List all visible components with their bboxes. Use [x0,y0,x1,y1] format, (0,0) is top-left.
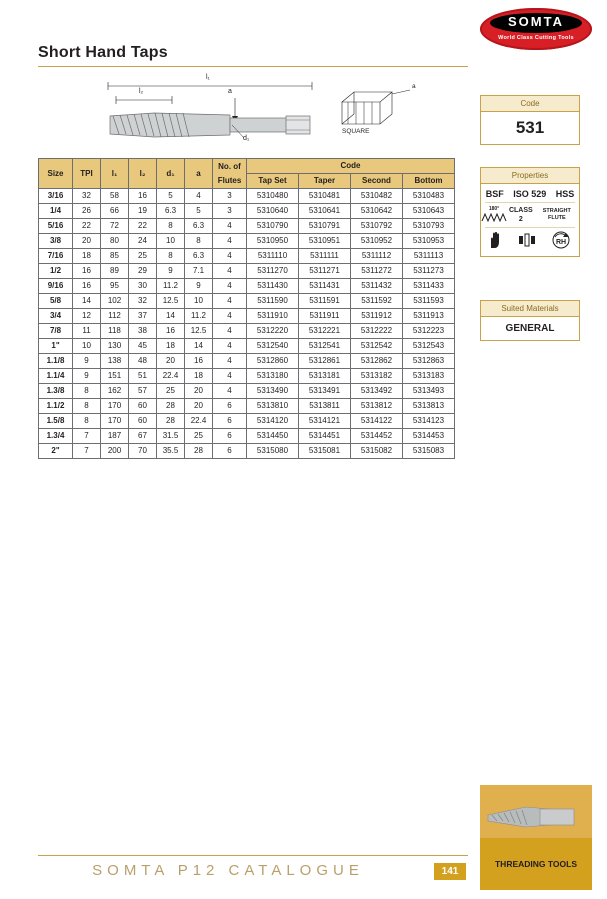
table-cell: 5312222 [351,324,403,339]
table-cell: 5311431 [299,279,351,294]
rh-rotation-icon [550,231,572,251]
footer-catalogue-text: SOMTA P12 CATALOGUE [92,862,364,879]
table-cell: 5312223 [403,324,455,339]
dim-label-d1: d₁ [243,135,250,142]
table-cell: 28 [157,414,185,429]
table-cell: 5313182 [351,369,403,384]
table-cell: 8 [73,414,101,429]
table-cell: 19 [129,204,157,219]
table-cell: 11 [73,324,101,339]
table-cell: 5313180 [247,369,299,384]
table-cell: 16 [73,279,101,294]
cell-size: 9/16 [39,279,73,294]
table-cell: 5311911 [299,309,351,324]
table-cell: 12.5 [185,324,213,339]
table-cell: 85 [101,249,129,264]
table-cell: 5311590 [247,294,299,309]
table-cell: 6.3 [185,249,213,264]
table-cell: 5315082 [351,444,403,459]
table-cell: 5310481 [299,189,351,204]
header-flutes: No. of Flutes [213,159,247,189]
svg-text:RH: RH [555,239,567,246]
prop-hss: HSS [555,189,575,199]
table-cell: 5312541 [299,339,351,354]
table-cell: 14 [185,339,213,354]
logo-brand: SOMTA [508,14,564,29]
table-cell: 5310640 [247,204,299,219]
table-row [39,399,455,414]
table-cell: 151 [101,369,129,384]
table-cell: 5314121 [299,414,351,429]
table-cell: 4 [213,249,247,264]
table-cell: 5314123 [403,414,455,429]
table-cell: 5315083 [403,444,455,459]
table-row [39,414,455,429]
cell-size: 5/16 [39,219,73,234]
table-cell: 5313813 [403,399,455,414]
cell-size: 1/4 [39,204,73,219]
properties-row-class [481,203,579,227]
table-cell: 66 [101,204,129,219]
table-cell: 5312221 [299,324,351,339]
table-cell: 5311591 [299,294,351,309]
prop-angle [481,206,507,224]
table-cell: 67 [129,429,157,444]
table-row [39,264,455,279]
table-cell: 9 [185,279,213,294]
table-cell: 25 [185,429,213,444]
table-cell: 18 [73,249,101,264]
table-cell: 4 [213,294,247,309]
table-cell: 130 [101,339,129,354]
table-cell: 200 [101,444,129,459]
table-cell: 5311272 [351,264,403,279]
table-cell: 5311913 [403,309,455,324]
table-cell: 4 [213,384,247,399]
header-bottom: Bottom [403,174,455,189]
threading-tools-tab[interactable]: THREADING TOOLS [480,838,592,890]
table-cell: 5313492 [351,384,403,399]
table-cell: 37 [129,309,157,324]
specifications-table [38,158,455,459]
table-cell: 20 [157,354,185,369]
table-cell: 4 [213,369,247,384]
table-cell: 9 [157,264,185,279]
header-tap-set: Tap Set [247,174,299,189]
table-cell: 6 [213,429,247,444]
table-cell: 72 [101,219,129,234]
cell-size: 1.1/2 [39,399,73,414]
cell-size: 1.3/8 [39,384,73,399]
table-cell: 16 [185,354,213,369]
dim-label-l1: l₁ [206,74,210,81]
table-cell: 20 [73,234,101,249]
tap-diagram [80,72,470,157]
table-cell: 5310791 [299,219,351,234]
vice-icon [518,233,536,249]
table-cell: 95 [101,279,129,294]
table-cell: 10 [73,339,101,354]
tool-photo [480,785,592,838]
table-cell: 5314450 [247,429,299,444]
table-cell: 5311593 [403,294,455,309]
table-cell: 6.3 [157,204,185,219]
table-cell: 58 [101,189,129,204]
table-cell: 18 [185,369,213,384]
table-cell: 3 [213,189,247,204]
table-cell: 118 [101,324,129,339]
table-cell: 5314453 [403,429,455,444]
header-l1: l₁ [101,159,129,189]
dim-label-l2: l₂ [139,88,144,95]
table-cell: 6.3 [185,219,213,234]
table-cell: 5310793 [403,219,455,234]
prop-vice-use [518,233,536,249]
table-cell: 5313490 [247,384,299,399]
table-row [39,249,455,264]
table-cell: 5311430 [247,279,299,294]
table-cell: 5310482 [351,189,403,204]
square-label-a: a [412,83,416,90]
dim-label-a: a [228,88,232,95]
cell-size: 3/8 [39,234,73,249]
table-cell: 170 [101,414,129,429]
table-cell: 9 [73,369,101,384]
logo-tagline: World Class Cutting Tools [498,35,574,41]
table-row [39,309,455,324]
table-cell: 11.2 [157,279,185,294]
cell-size: 3/16 [39,189,73,204]
table-cell: 14 [73,294,101,309]
cell-size: 2" [39,444,73,459]
table-cell: 9 [73,354,101,369]
table-cell: 10 [185,294,213,309]
table-cell: 162 [101,384,129,399]
table-row [39,429,455,444]
table-cell: 45 [129,339,157,354]
table-cell: 14 [157,309,185,324]
table-cell: 5 [185,204,213,219]
cell-size: 5/8 [39,294,73,309]
table-cell: 5314120 [247,414,299,429]
suited-materials-panel [480,300,580,341]
table-cell: 112 [101,309,129,324]
table-row [39,279,455,294]
table-cell: 25 [157,384,185,399]
table-row [39,189,455,204]
table-cell: 89 [101,264,129,279]
zigzag-icon [481,212,507,224]
cell-size: 1.1/8 [39,354,73,369]
prop-iso529: ISO 529 [513,188,547,199]
table-cell: 12.5 [157,294,185,309]
table-cell: 4 [213,279,247,294]
table-cell: 5311432 [351,279,403,294]
table-cell: 8 [157,249,185,264]
header-l2: l₂ [129,159,157,189]
header-taper: Taper [299,174,351,189]
header-second: Second [351,174,403,189]
table-cell: 8 [157,219,185,234]
table-cell: 11.2 [185,309,213,324]
table-cell: 5312862 [351,354,403,369]
table-cell: 5312540 [247,339,299,354]
table-cell: 16 [73,264,101,279]
properties-panel [480,167,580,257]
properties-row-standards [481,186,579,202]
table-cell: 187 [101,429,129,444]
table-row [39,444,455,459]
prop-flute-type: STRAIGHT FLUTE [542,208,571,221]
table-cell: 5313183 [403,369,455,384]
table-cell: 5312860 [247,354,299,369]
table-cell: 5313181 [299,369,351,384]
table-cell: 20 [185,384,213,399]
table-cell: 24 [129,234,157,249]
table-row [39,204,455,219]
table-cell: 51 [129,369,157,384]
table-cell: 60 [129,399,157,414]
table-cell: 16 [157,324,185,339]
prop-rotation [550,231,572,251]
table-cell: 32 [129,294,157,309]
table-cell: 3 [213,204,247,219]
cell-size: 1.1/4 [39,369,73,384]
table-cell: 5313811 [299,399,351,414]
tool-photo-svg [480,785,592,838]
table-cell: 5310643 [403,204,455,219]
table-cell: 5310480 [247,189,299,204]
table-header-row-1 [39,159,455,174]
table-cell: 5311113 [403,249,455,264]
table-cell: 5310790 [247,219,299,234]
table-cell: 12 [73,309,101,324]
table-cell: 170 [101,399,129,414]
header-size: Size [39,159,73,189]
cell-size: 1.5/8 [39,414,73,429]
cell-size: 1" [39,339,73,354]
page-title: Short Hand Taps [38,44,168,61]
footer-divider [38,855,468,856]
table-cell: 5310483 [403,189,455,204]
table-cell: 28 [185,444,213,459]
table-cell: 22.4 [185,414,213,429]
prop-hand-use [488,231,504,251]
table-cell: 5311910 [247,309,299,324]
table-cell: 4 [213,234,247,249]
table-cell: 38 [129,324,157,339]
table-cell: 7.1 [185,264,213,279]
table-cell: 5312863 [403,354,455,369]
table-cell: 7 [73,429,101,444]
table-cell: 25 [129,249,157,264]
table-cell: 5313812 [351,399,403,414]
table-cell: 32 [73,189,101,204]
table-cell: 35.5 [157,444,185,459]
table-cell: 138 [101,354,129,369]
table-cell: 5313491 [299,384,351,399]
table-cell: 80 [101,234,129,249]
table-row [39,324,455,339]
table-cell: 8 [73,399,101,414]
table-cell: 18 [157,339,185,354]
table-cell: 5311433 [403,279,455,294]
code-panel-header: Code [481,96,579,112]
table-row [39,219,455,234]
table-cell: 5314122 [351,414,403,429]
page-number-badge: 141 [434,863,466,880]
somta-logo [480,8,592,62]
table-cell: 70 [129,444,157,459]
table-body [39,189,455,459]
table-cell: 5313810 [247,399,299,414]
table-cell: 4 [213,324,247,339]
header-tpi: TPI [73,159,101,189]
cell-size: 1/2 [39,264,73,279]
properties-panel-header: Properties [481,168,579,184]
properties-row-usage [481,228,579,254]
table-cell: 5315080 [247,444,299,459]
table-cell: 5311111 [299,249,351,264]
table-cell: 8 [73,384,101,399]
header-a: a [185,159,213,189]
table-cell: 5312543 [403,339,455,354]
table-cell: 22 [73,219,101,234]
table-cell: 31.5 [157,429,185,444]
table-cell: 5310950 [247,234,299,249]
hand-icon [488,231,504,251]
cell-size: 3/4 [39,309,73,324]
table-cell: 8 [185,234,213,249]
title-divider [38,66,468,67]
table-cell: 5314451 [299,429,351,444]
cell-size: 7/16 [39,249,73,264]
table-cell: 20 [185,399,213,414]
table-cell: 5311912 [351,309,403,324]
table-cell: 7 [73,444,101,459]
header-d1: d₁ [157,159,185,189]
table-cell: 102 [101,294,129,309]
table-cell: 4 [213,219,247,234]
cell-size: 7/8 [39,324,73,339]
table-cell: 5311273 [403,264,455,279]
table-row [39,234,455,249]
table-row [39,354,455,369]
header-code-group: Code [247,159,455,174]
table-cell: 5311271 [299,264,351,279]
table-cell: 5310641 [299,204,351,219]
table-cell: 6 [213,399,247,414]
square-detail-label: SQUARE [342,128,370,135]
table-cell: 4 [213,354,247,369]
table-cell: 4 [213,309,247,324]
prop-bsf: BSF [485,189,504,199]
table-cell: 5312861 [299,354,351,369]
table-row [39,384,455,399]
prop-class: CLASS 2 [508,207,533,223]
table-cell: 5314452 [351,429,403,444]
table-cell: 5312220 [247,324,299,339]
table-row [39,294,455,309]
table-cell: 4 [213,264,247,279]
table-cell: 5312542 [351,339,403,354]
table-cell: 22 [129,219,157,234]
cell-size: 1.3/4 [39,429,73,444]
table-cell: 4 [213,339,247,354]
angle-label: 180° [488,206,500,212]
table-cell: 5311592 [351,294,403,309]
table-cell: 5311112 [351,249,403,264]
table-cell: 5310642 [351,204,403,219]
table-row [39,339,455,354]
table-cell: 5313493 [403,384,455,399]
table-cell: 10 [157,234,185,249]
table-cell: 5310951 [299,234,351,249]
table-cell: 60 [129,414,157,429]
code-panel-value: 531 [515,118,545,137]
code-panel [480,95,580,145]
table-cell: 5311270 [247,264,299,279]
table-cell: 5315081 [299,444,351,459]
table-cell: 6 [213,414,247,429]
table-cell: 16 [129,189,157,204]
table-cell: 5 [157,189,185,204]
table-cell: 4 [185,189,213,204]
table-cell: 57 [129,384,157,399]
table-cell: 28 [157,399,185,414]
suited-panel-header: Suited Materials [481,301,579,317]
table-cell: 5311110 [247,249,299,264]
table-cell: 5310792 [351,219,403,234]
table-cell: 29 [129,264,157,279]
table-cell: 5310953 [403,234,455,249]
table-cell: 5310952 [351,234,403,249]
suited-panel-value: GENERAL [505,323,555,334]
table-cell: 30 [129,279,157,294]
table-cell: 22.4 [157,369,185,384]
table-cell: 26 [73,204,101,219]
table-row [39,369,455,384]
table-cell: 6 [213,444,247,459]
table-cell: 48 [129,354,157,369]
